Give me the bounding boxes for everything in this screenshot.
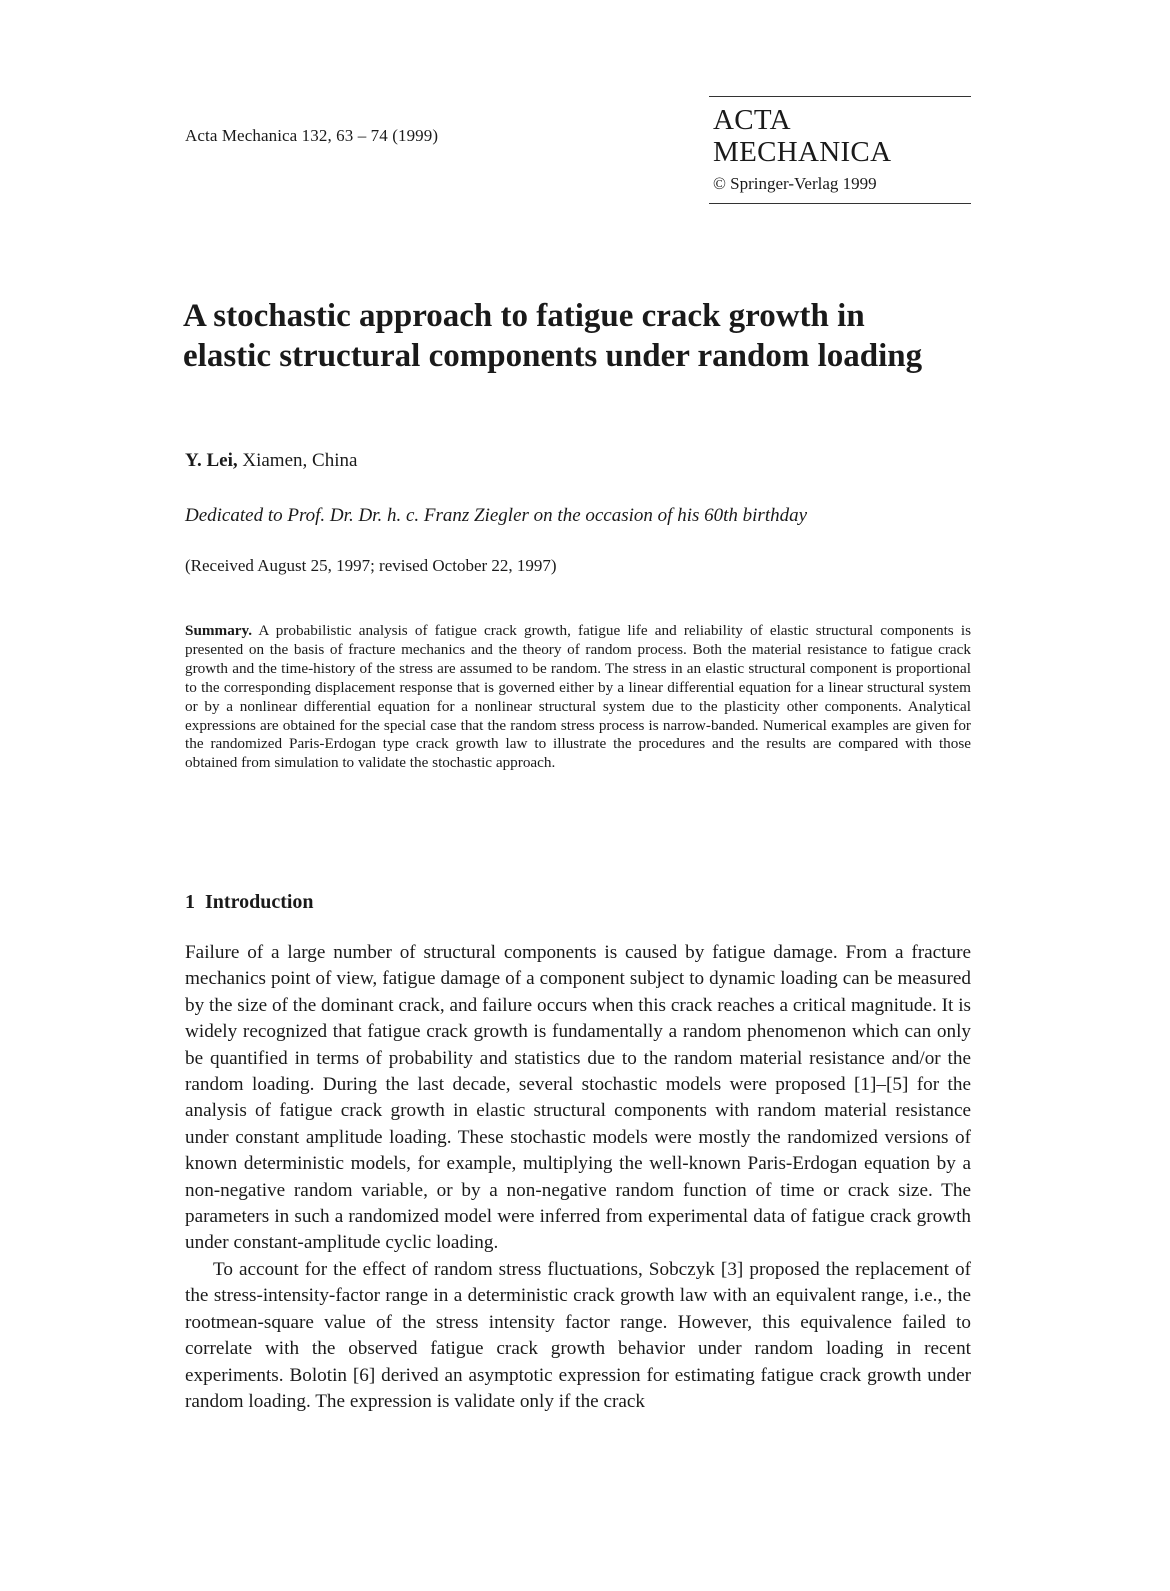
journal-name: ACTA MECHANICA	[713, 104, 892, 168]
publisher-copyright: © Springer-Verlag 1999	[713, 174, 877, 193]
article-title: A stochastic approach to fatigue crack growth in elastic structural components under random loading	[183, 298, 923, 374]
journal-reference: Acta Mechanica 132, 63 – 74 (1999)	[185, 126, 439, 145]
author-affiliation: Xiamen, China	[237, 450, 358, 471]
author-line	[185, 450, 357, 472]
body-paragraph: To account for the effect of random stress fluctuations, Sobczyk [3] proposed the replacement of the stress-intensity-factor range in a deterministic crack growth law with an equivalent range, i.e., the rootmean-square value of the stress intensity factor range. However, this equivalence failed to correlate with the observed fatigue crack growth behavior under random loading in recent experiments. Bolotin [6] derived an asymptotic expression for estimating fatigue crack growth under random loading. The expression is validate only if the crack	[185, 1258, 971, 1412]
journal-masthead	[709, 96, 971, 204]
section-number: 1	[185, 891, 195, 913]
summary-label: Summary.	[185, 622, 253, 639]
body-paragraph: Failure of a large number of structural components is caused by fatigue damage. From a fracture mechanics point of view, fatigue damage of a component subject to dynamic loading can be measured by the size of the dominant crack, and failure occurs when this crack reaches a critical magnitude. It is widely recognized that fatigue crack growth is fundamentally a random phenomenon which can only be quantified in terms of probability and statistics due to the random material resistance and/or the random loading. During the last decade, several stochastic models were proposed [1]–[5] for the analysis of fatigue crack growth in elastic structural components with random material resistance under constant amplitude loading. These stochastic models were mostly the randomized versions of known deterministic models, for example, multiplying the well-known Paris-Erdogan equation by a non-negative random variable, or by a non-negative random function of time or crack size. The parameters in such a randomized model were inferred from experimental data of fatigue crack growth under constant-amplitude cyclic loading.	[185, 942, 971, 1254]
section-heading	[185, 891, 314, 914]
section-body	[185, 940, 971, 1415]
received-dates: (Received August 25, 1997; revised October 22, 1997)	[185, 556, 557, 575]
summary-abstract	[185, 622, 971, 773]
author-name: Y. Lei,	[185, 450, 238, 471]
dedication: Dedicated to Prof. Dr. Dr. h. c. Franz Ziegler on the occasion of his 60th birthday	[185, 505, 808, 526]
summary-text: A probabilistic analysis of fatigue crack growth, fatigue life and reliability of elastic structural components is presented on the basis of fracture mechanics and the theory of random process. Both the material resistance to fatigue crack growth and the time-history of the stress are assumed to be random. The stress in an elastic structural component is proportional to the corresponding displacement response that is governed either by a linear differential equation for a linear structural system or by a nonlinear differential equation for a nonlinear structural system due to the plasticity other components. Analytical expressions are obtained for the special case that the random stress process is narrow-banded. Numerical examples are given for the randomized Paris-Erdogan type crack growth law to illustrate the procedures and the results are compared with those obtained from simulation to validate the stochastic approach.	[185, 622, 971, 772]
section-title: Introduction	[205, 891, 314, 913]
